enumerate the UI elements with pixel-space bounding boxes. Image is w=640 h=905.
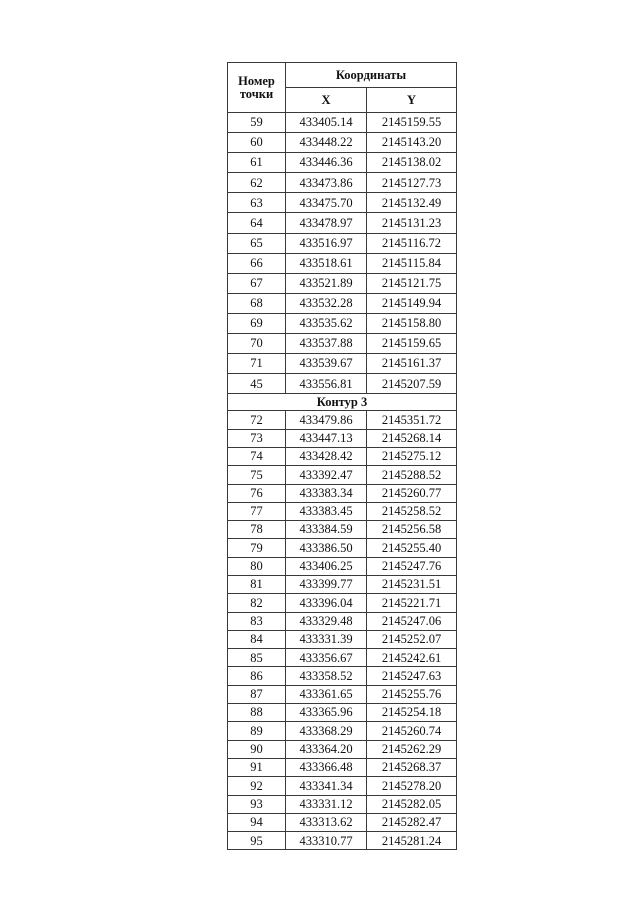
coordinates-header: Координаты [286,63,457,88]
table-row [228,374,457,394]
y-coordinate-cell: 2145351.72 [367,411,457,429]
point-number-header [228,63,286,113]
x-coordinate-cell: 433341.34 [286,777,367,795]
x-coordinate-cell: 433386.50 [286,539,367,557]
point-number-cell: 63 [228,193,286,213]
table-row [228,334,457,354]
table-row [228,173,457,193]
y-column-header: Y [367,88,457,113]
y-coordinate-cell: 2145115.84 [367,253,457,273]
point-number-cell: 67 [228,273,286,293]
point-number-cell: 66 [228,253,286,273]
x-coordinate-cell: 433539.67 [286,354,367,374]
point-number-cell: 68 [228,293,286,313]
table-row [228,557,457,575]
point-number-cell: 84 [228,630,286,648]
x-coordinate-cell: 433331.39 [286,630,367,648]
table-row [228,649,457,667]
table-row [228,466,457,484]
y-coordinate-cell: 2145231.51 [367,575,457,593]
point-number-cell: 77 [228,502,286,520]
point-number-cell: 59 [228,113,286,133]
point-number-cell: 87 [228,685,286,703]
point-number-cell: 81 [228,575,286,593]
table-row [228,233,457,253]
x-coordinate-cell: 433368.29 [286,722,367,740]
point-number-cell: 78 [228,521,286,539]
x-coordinate-cell: 433537.88 [286,334,367,354]
y-coordinate-cell: 2145121.75 [367,273,457,293]
point-number-cell: 94 [228,813,286,831]
point-number-cell: 60 [228,133,286,153]
x-coordinate-cell: 433383.34 [286,484,367,502]
y-coordinate-cell: 2145247.63 [367,667,457,685]
table-row [228,704,457,722]
y-coordinate-cell: 2145159.55 [367,113,457,133]
point-number-cell: 80 [228,557,286,575]
x-coordinate-cell: 433365.96 [286,704,367,722]
contour-section-header [228,394,457,411]
x-coordinate-cell: 433473.86 [286,173,367,193]
table-row [228,594,457,612]
point-number-cell: 89 [228,722,286,740]
x-coordinate-cell: 433329.48 [286,612,367,630]
table-row [228,253,457,273]
table-row [228,740,457,758]
x-coordinate-cell: 433358.52 [286,667,367,685]
point-number-cell: 83 [228,612,286,630]
y-coordinate-cell: 2145268.37 [367,758,457,776]
y-coordinate-cell: 2145221.71 [367,594,457,612]
x-column-header: X [286,88,367,113]
point-number-cell: 95 [228,832,286,850]
y-coordinate-cell: 2145254.18 [367,704,457,722]
y-coordinate-cell: 2145247.06 [367,612,457,630]
y-coordinate-cell: 2145256.58 [367,521,457,539]
table-section-2 [228,411,457,850]
y-coordinate-cell: 2145158.80 [367,313,457,333]
y-coordinate-cell: 2145255.76 [367,685,457,703]
table-row [228,832,457,850]
point-number-cell: 79 [228,539,286,557]
y-coordinate-cell: 2145159.65 [367,334,457,354]
x-coordinate-cell: 433516.97 [286,233,367,253]
x-coordinate-cell: 433478.97 [286,213,367,233]
table-row [228,539,457,557]
table-row [228,813,457,831]
x-coordinate-cell: 433446.36 [286,153,367,173]
x-coordinate-cell: 433428.42 [286,447,367,465]
y-coordinate-cell: 2145242.61 [367,649,457,667]
contour-3-label: Контур 3 [228,394,457,411]
point-number-cell: 61 [228,153,286,173]
point-number-cell: 74 [228,447,286,465]
point-number-cell: 70 [228,334,286,354]
y-coordinate-cell: 2145247.76 [367,557,457,575]
x-coordinate-cell: 433556.81 [286,374,367,394]
table-row [228,113,457,133]
coordinates-table [227,62,457,850]
table-row [228,795,457,813]
point-number-cell: 73 [228,429,286,447]
point-number-cell: 90 [228,740,286,758]
table-row [228,667,457,685]
y-coordinate-cell: 2145268.14 [367,429,457,447]
y-coordinate-cell: 2145275.12 [367,447,457,465]
y-coordinate-cell: 2145138.02 [367,153,457,173]
table-row [228,429,457,447]
point-number-cell: 82 [228,594,286,612]
point-number-cell: 45 [228,374,286,394]
x-coordinate-cell: 433392.47 [286,466,367,484]
table-row [228,313,457,333]
point-number-cell: 62 [228,173,286,193]
point-number-cell: 75 [228,466,286,484]
table-header [228,63,457,113]
y-coordinate-cell: 2145131.23 [367,213,457,233]
x-coordinate-cell: 433366.48 [286,758,367,776]
x-coordinate-cell: 433447.13 [286,429,367,447]
table-row [228,502,457,520]
table-row [228,575,457,593]
y-coordinate-cell: 2145288.52 [367,466,457,484]
table-row [228,273,457,293]
point-number-cell: 88 [228,704,286,722]
table-row [228,521,457,539]
y-coordinate-cell: 2145132.49 [367,193,457,213]
x-coordinate-cell: 433331.12 [286,795,367,813]
y-coordinate-cell: 2145278.20 [367,777,457,795]
table-row [228,484,457,502]
point-number-cell: 93 [228,795,286,813]
point-number-cell: 85 [228,649,286,667]
x-coordinate-cell: 433356.67 [286,649,367,667]
y-coordinate-cell: 2145207.59 [367,374,457,394]
y-coordinate-cell: 2145161.37 [367,354,457,374]
point-number-cell: 76 [228,484,286,502]
x-coordinate-cell: 433405.14 [286,113,367,133]
table-row [228,293,457,313]
y-coordinate-cell: 2145281.24 [367,832,457,850]
x-coordinate-cell: 433521.89 [286,273,367,293]
point-number-cell: 69 [228,313,286,333]
y-coordinate-cell: 2145260.77 [367,484,457,502]
x-coordinate-cell: 433361.65 [286,685,367,703]
x-coordinate-cell: 433384.59 [286,521,367,539]
x-coordinate-cell: 433475.70 [286,193,367,213]
point-number-cell: 92 [228,777,286,795]
table-row [228,685,457,703]
point-number-cell: 65 [228,233,286,253]
x-coordinate-cell: 433518.61 [286,253,367,273]
point-number-header-line2: точки [239,86,274,101]
point-number-cell: 86 [228,667,286,685]
point-number-cell: 64 [228,213,286,233]
x-coordinate-cell: 433532.28 [286,293,367,313]
table-section-1 [228,113,457,394]
x-coordinate-cell: 433448.22 [286,133,367,153]
y-coordinate-cell: 2145116.72 [367,233,457,253]
table-row [228,411,457,429]
y-coordinate-cell: 2145127.73 [367,173,457,193]
y-coordinate-cell: 2145252.07 [367,630,457,648]
table-row [228,193,457,213]
table-row [228,354,457,374]
x-coordinate-cell: 433310.77 [286,832,367,850]
y-coordinate-cell: 2145282.05 [367,795,457,813]
point-number-header-line1: Номер [238,74,275,88]
y-coordinate-cell: 2145143.20 [367,133,457,153]
y-coordinate-cell: 2145282.47 [367,813,457,831]
table-row [228,133,457,153]
x-coordinate-cell: 433535.62 [286,313,367,333]
table-row [228,153,457,173]
table-row [228,758,457,776]
x-coordinate-cell: 433396.04 [286,594,367,612]
x-coordinate-cell: 433313.62 [286,813,367,831]
y-coordinate-cell: 2145149.94 [367,293,457,313]
point-number-cell: 71 [228,354,286,374]
x-coordinate-cell: 433479.86 [286,411,367,429]
y-coordinate-cell: 2145258.52 [367,502,457,520]
y-coordinate-cell: 2145260.74 [367,722,457,740]
point-number-cell: 72 [228,411,286,429]
x-coordinate-cell: 433399.77 [286,575,367,593]
y-coordinate-cell: 2145255.40 [367,539,457,557]
table-row [228,722,457,740]
x-coordinate-cell: 433364.20 [286,740,367,758]
table-row [228,612,457,630]
table-row [228,630,457,648]
table-row [228,777,457,795]
x-coordinate-cell: 433383.45 [286,502,367,520]
y-coordinate-cell: 2145262.29 [367,740,457,758]
table-row [228,447,457,465]
table-row [228,213,457,233]
point-number-cell: 91 [228,758,286,776]
x-coordinate-cell: 433406.25 [286,557,367,575]
